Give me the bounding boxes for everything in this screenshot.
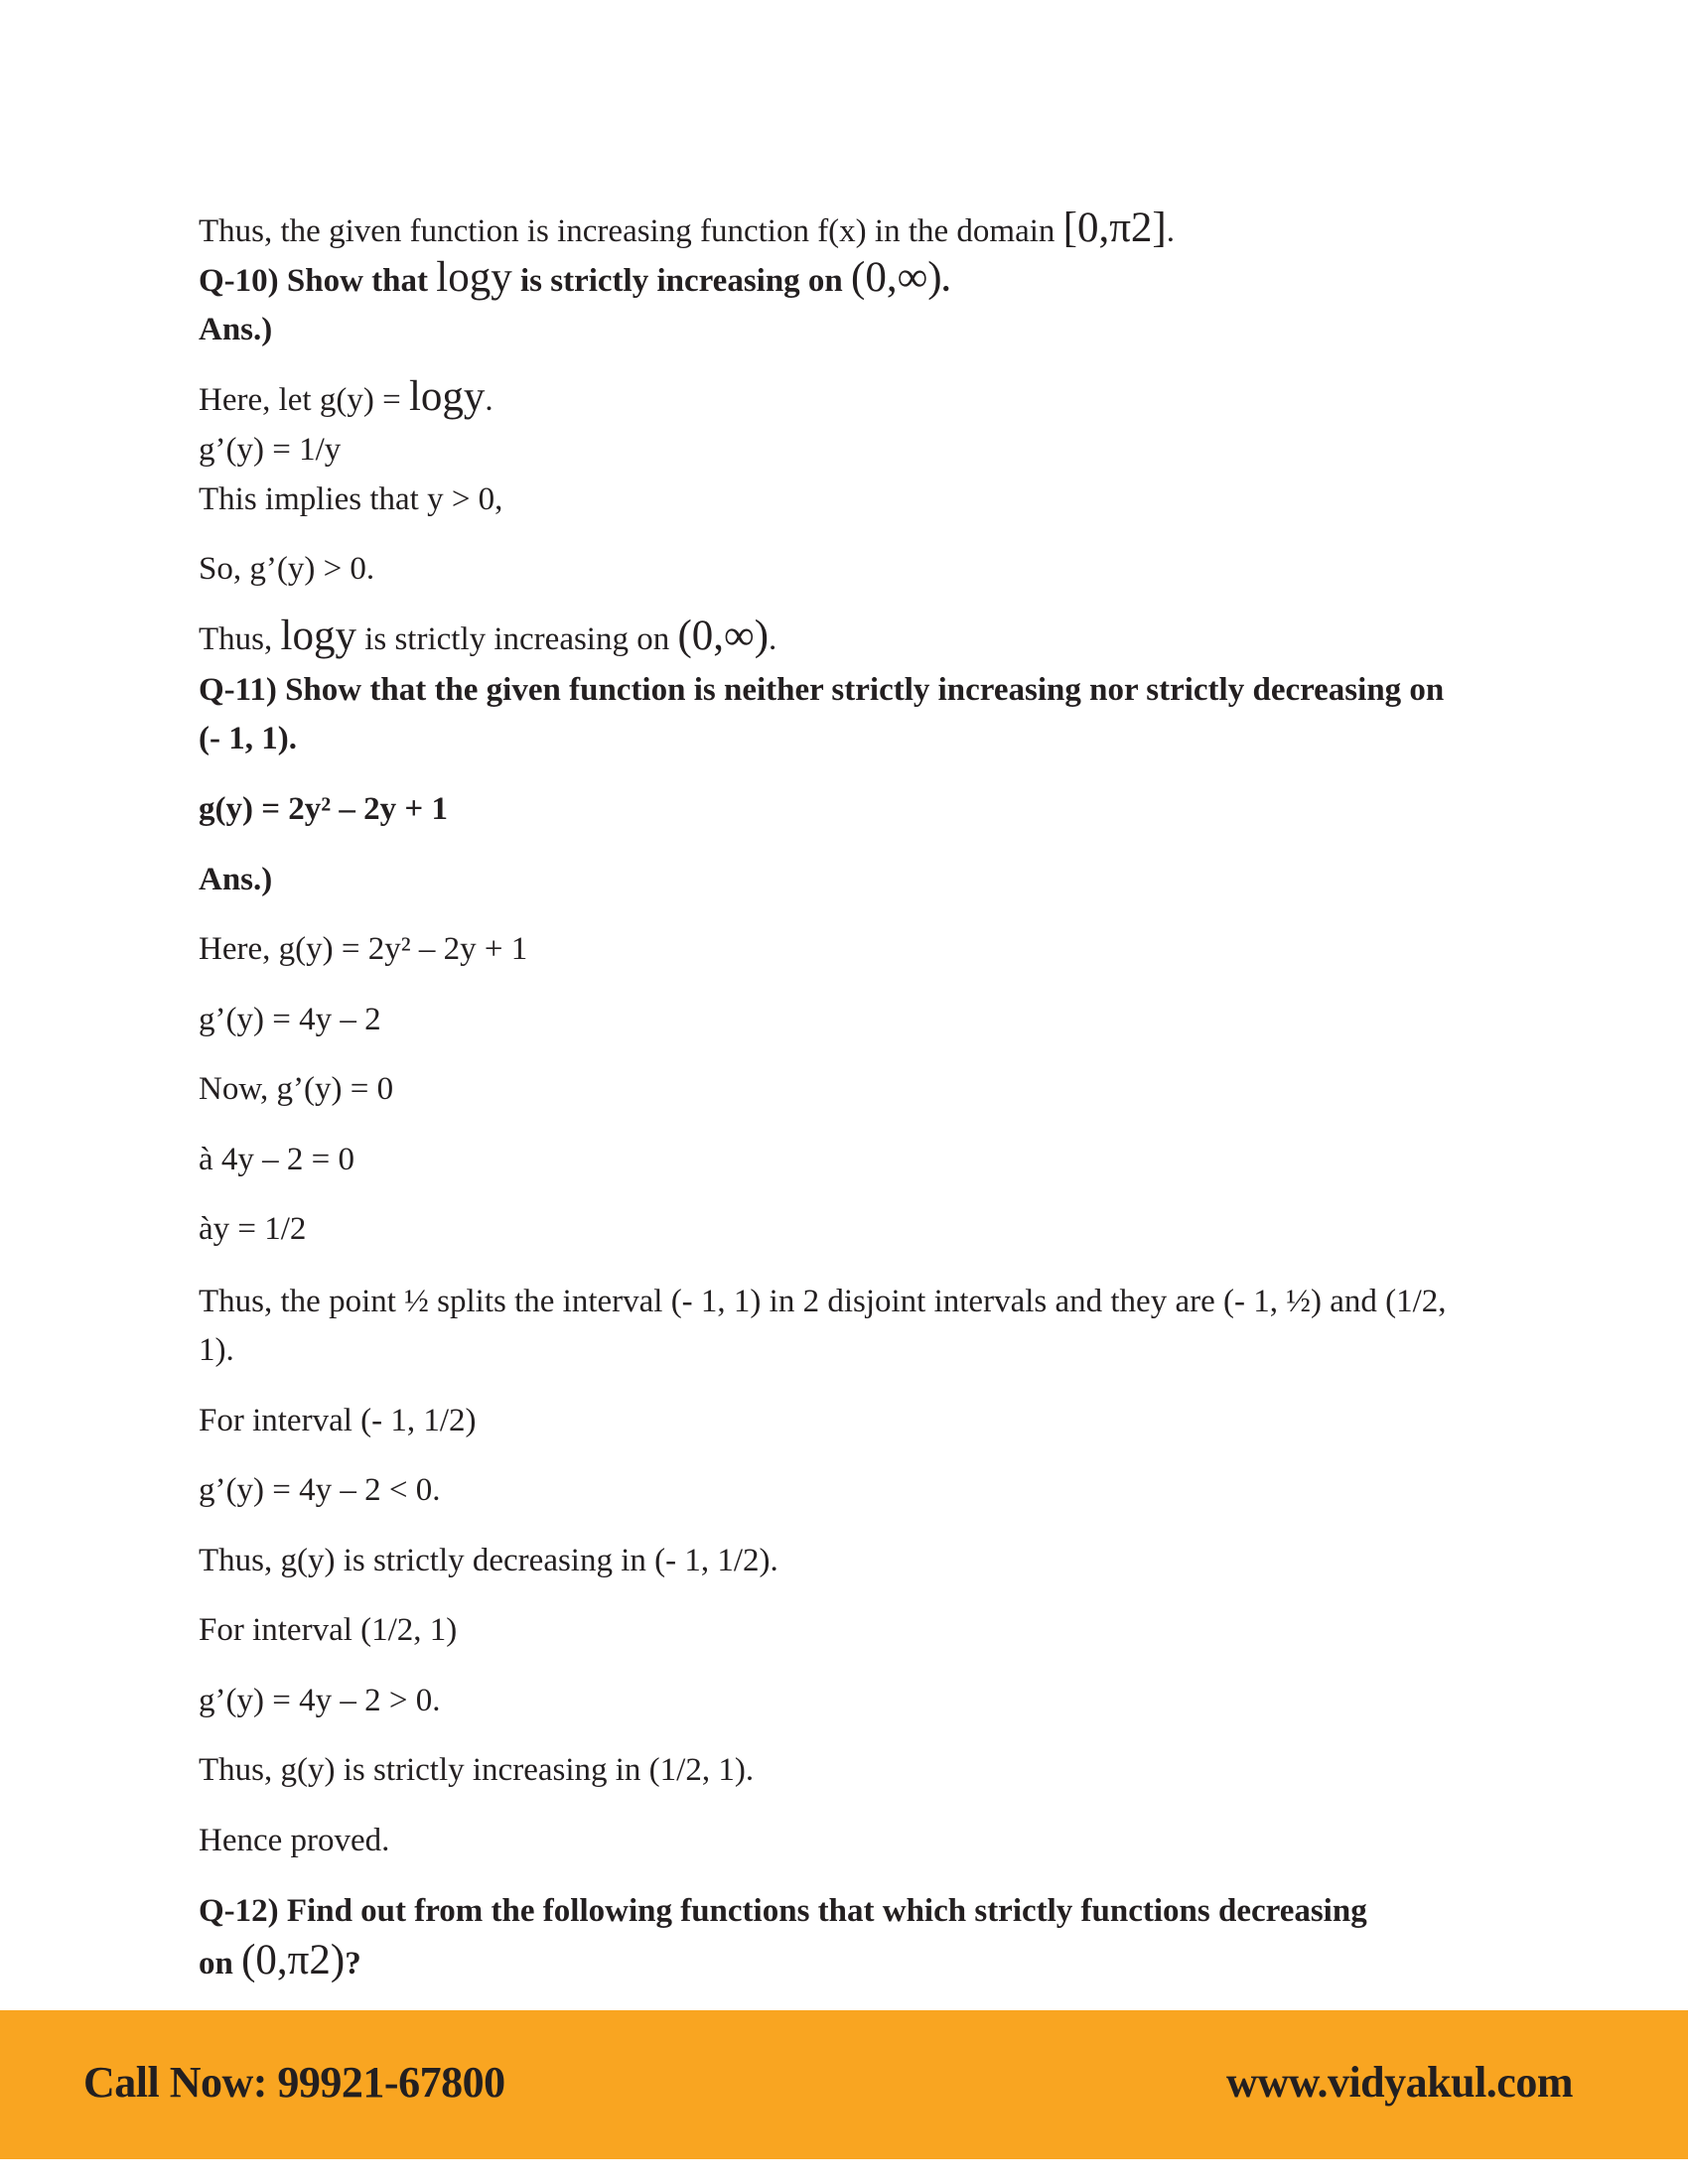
website-link[interactable]: www.vidyakul.com xyxy=(1226,2058,1573,2107)
text-line-q11-step3: Now, g’(y) = 0 xyxy=(199,1071,394,1107)
text-line-q11-step5: ày = 1/2 xyxy=(199,1211,307,1247)
text-line-q11-step11: g’(y) = 4y – 2 > 0. xyxy=(199,1683,441,1718)
question-heading-q11-line1: Q-11) Show that the given function is neither strictly increasing nor strictly decreasing on xyxy=(199,672,1445,708)
math-log: logy xyxy=(280,613,356,659)
text-line-q11-step1: Here, g(y) = 2y² – 2y + 1 xyxy=(199,931,528,967)
answer-label-q11: Ans.) xyxy=(199,862,273,897)
text-line-q11-step6-line1: Thus, the point ½ splits the interval (- 1, 1) in 2 disjoint intervals and they are (- 1, ½) and (1/2, xyxy=(199,1284,1447,1319)
answer-label-q10: Ans.) xyxy=(199,312,273,347)
text-line-q10-step1: Here, let g(y) = logy. xyxy=(199,373,493,420)
text-line-q11-step4: à 4y – 2 = 0 xyxy=(199,1142,355,1177)
question-heading-q12-line1: Q-12) Find out from the following functions that which strictly functions decreasing xyxy=(199,1893,1367,1929)
footer-banner xyxy=(0,2010,1688,2159)
text-line-q11-step2: g’(y) = 4y – 2 xyxy=(199,1002,381,1037)
math-log: logy xyxy=(436,254,512,301)
function-definition-q11: g(y) = 2y² – 2y + 1 xyxy=(199,791,448,827)
call-now-text: Call Now: 99921-67800 xyxy=(83,2058,505,2107)
text-line-q10-step4: So, g’(y) > 0. xyxy=(199,551,375,587)
text-line-q11-conclusion: Hence proved. xyxy=(199,1823,390,1858)
math-log: logy xyxy=(408,373,486,420)
text-line-q10-conclusion: Thus, logy is strictly increasing on (0,∞). xyxy=(199,613,777,659)
text-line-q11-step8: g’(y) = 4y – 2 < 0. xyxy=(199,1472,441,1508)
text-line-q11-step7: For interval (- 1, 1/2) xyxy=(199,1403,477,1438)
text-line-q10-step2: g’(y) = 1/y xyxy=(199,432,342,468)
math-interval: (0,∞) xyxy=(851,254,942,301)
question-heading-q12-line2: on (0,π2)? xyxy=(199,1937,361,1983)
math-interval: [0,π2] xyxy=(1062,205,1167,251)
text-line-conclusion-q9: Thus, the given function is increasing function f(x) in the domain [0,π2]. xyxy=(199,205,1175,251)
text-line-q11-step12: Thus, g(y) is strictly increasing in (1/2, 1). xyxy=(199,1752,755,1788)
question-heading-q10: Q-10) Show that logy is strictly increasing on (0,∞). xyxy=(199,254,950,301)
text-line-q11-step9: Thus, g(y) is strictly decreasing in (- 1, 1/2). xyxy=(199,1543,778,1578)
text-line-q10-step3: This implies that y > 0, xyxy=(199,481,503,517)
question-heading-q11-line2: (- 1, 1). xyxy=(199,721,297,756)
text-line-q11-step6-line2: 1). xyxy=(199,1332,234,1368)
text-line-q11-step10: For interval (1/2, 1) xyxy=(199,1612,458,1648)
math-interval: (0,∞) xyxy=(677,613,770,659)
math-interval: (0,π2) xyxy=(241,1937,346,1983)
